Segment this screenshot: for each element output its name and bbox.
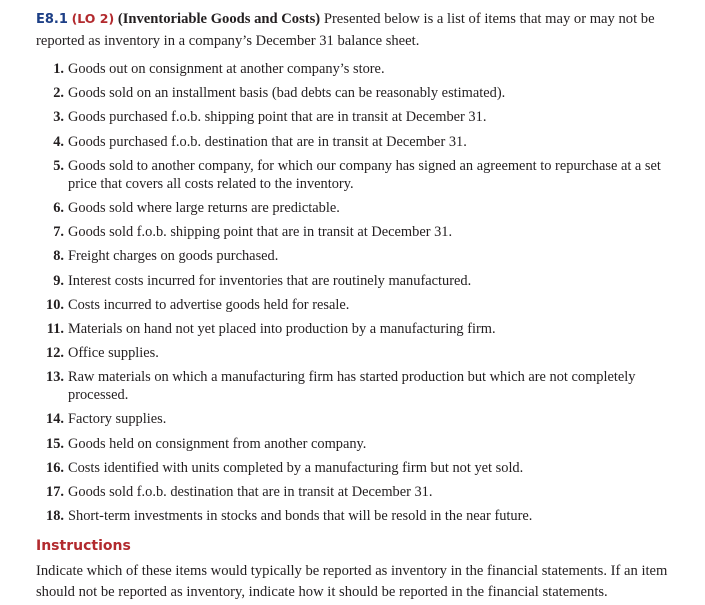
- item-text: Raw materials on which a manufacturing firm has started production but which are not completely processed.: [68, 369, 636, 404]
- item-text: Goods sold where large returns are predictable.: [68, 199, 340, 216]
- item-number: 7.: [53, 224, 64, 241]
- item-number: 15.: [46, 435, 64, 452]
- list-item: [0, 108, 705, 126]
- item-text: Interest costs incurred for inventories that are routinely manufactured.: [68, 272, 472, 289]
- exercise-title: (Inventoriable Goods and Costs): [117, 11, 321, 27]
- item-number: 10.: [46, 296, 64, 313]
- item-text: Freight charges on goods purchased.: [68, 248, 279, 265]
- item-text: Goods purchased f.o.b. destination that are in transit at December 31.: [68, 133, 467, 150]
- item-number: 6.: [53, 199, 64, 216]
- item-text: Goods sold f.o.b. destination that are in transit at December 31.: [68, 484, 433, 500]
- item-text: Goods out on consignment at another company’s store.: [68, 61, 385, 77]
- list-item: [0, 344, 705, 362]
- item-text: Costs identified with units completed by a manufacturing firm but not yet sold.: [68, 459, 524, 476]
- item-number: 9.: [53, 272, 64, 289]
- item-number: 4.: [53, 133, 64, 150]
- list-item: [0, 368, 705, 404]
- exercise-intro: [36, 9, 696, 51]
- item-number: 12.: [46, 345, 64, 362]
- list-item: [0, 320, 705, 338]
- item-text: Factory supplies.: [68, 411, 167, 428]
- item-text: Goods sold on an installment basis (bad debts can be reasonably estimated).: [68, 85, 506, 102]
- exercise-intro-text: Presented below is a list of items that may or may not be reported as inventory in a company’s December 31 balance sheet.: [36, 11, 655, 49]
- list-item: [0, 459, 705, 477]
- item-number: 11.: [46, 320, 64, 337]
- list-item: [0, 483, 705, 501]
- list-item: [0, 133, 705, 151]
- list-item: [0, 247, 705, 265]
- item-text: Goods sold f.o.b. shipping point that are in transit at December 31.: [68, 224, 453, 241]
- list-item: [0, 84, 705, 102]
- item-number: 18.: [46, 508, 64, 525]
- instructions-text: Indicate which of these items would typically be reported as inventory in the financial statements. If an item should not be reported as inventory, indicate how it should be reported in the financial statements.: [36, 563, 668, 600]
- item-number: 3.: [53, 109, 64, 126]
- item-number: 13.: [46, 369, 64, 386]
- list-item: [0, 507, 705, 525]
- item-list: [0, 60, 705, 531]
- item-text: Costs incurred to advertise goods held for resale.: [68, 296, 350, 313]
- item-number: 14.: [46, 411, 64, 428]
- item-number: 1.: [53, 61, 64, 77]
- item-text: Goods held on consignment from another company.: [68, 435, 367, 452]
- list-item: [0, 223, 705, 241]
- instructions-heading: Instructions: [36, 538, 131, 554]
- item-text: Goods purchased f.o.b. shipping point that are in transit at December 31.: [68, 109, 487, 126]
- list-item: [0, 435, 705, 453]
- list-item: [0, 296, 705, 314]
- item-number: 2.: [53, 85, 64, 102]
- learning-objective: (LO 2): [71, 11, 115, 26]
- list-item: [0, 410, 705, 428]
- item-text: Short-term investments in stocks and bonds that will be resold in the near future.: [68, 508, 533, 525]
- list-item: [0, 199, 705, 217]
- list-item: [0, 157, 705, 193]
- item-text: Office supplies.: [68, 345, 159, 362]
- item-number: 16.: [46, 459, 64, 476]
- item-number: 17.: [46, 484, 64, 500]
- item-number: 5.: [53, 157, 64, 174]
- list-item: [0, 60, 705, 78]
- list-item: [0, 272, 705, 290]
- item-number: 8.: [53, 248, 64, 265]
- item-text: Goods sold to another company, for which our company has signed an agreement to repurchase at a set price that covers all costs related to the inventory.: [68, 157, 661, 192]
- item-text: Materials on hand not yet placed into production by a manufacturing firm.: [68, 320, 496, 337]
- exercise-number: E8.1: [36, 12, 68, 27]
